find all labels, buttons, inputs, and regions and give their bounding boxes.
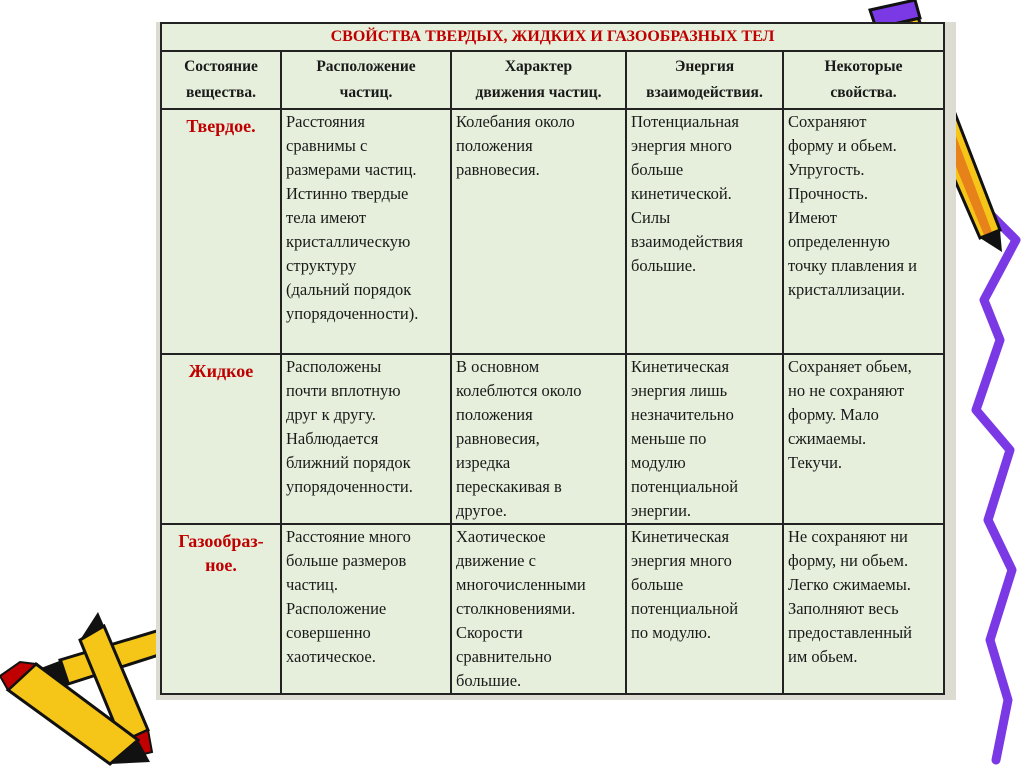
cell-arrangement: Расстояния сравнимы с размерами частиц. Истинно твердые тела имеют кристаллическую структуру (дальний порядок упорядоченности). <box>281 109 451 354</box>
header-state: Состояние вещества. <box>161 51 281 109</box>
table-header-row <box>161 51 944 109</box>
cell-arrangement: Расположены почти вплотную друг к другу. Наблюдается ближний порядок упорядоченности. <box>281 354 451 524</box>
cell-motion: В основном колеблются около положения равновесия, изредка перескакивая в другое. <box>451 354 626 524</box>
cell-energy: Кинетическая энергия много больше потенциальной по модулю. <box>626 524 783 694</box>
header-properties: Некоторые свойства. <box>783 51 944 109</box>
cell-properties: Сохраняют форму и обьем. Упругость. Прочность. Имеют определенную точку плавления и кристаллизации. <box>783 109 944 354</box>
state-gas: Газообраз- ное. <box>161 524 281 694</box>
purple-squiggle <box>976 212 1016 760</box>
table-title-row <box>161 23 944 51</box>
header-motion: Характер движения частиц. <box>451 51 626 109</box>
cell-energy: Кинетическая энергия лишь незначительно меньше по модулю потенциальной энергии. <box>626 354 783 524</box>
table-title: СВОЙСТВА ТВЕРДЫХ, ЖИДКИХ И ГАЗООБРАЗНЫХ ТЕЛ <box>161 23 944 51</box>
table-row <box>161 524 944 694</box>
cell-properties: Не сохраняют ни форму, ни обьем. Легко сжимаемы. Заполняют весь предоставленный им обьем. <box>783 524 944 694</box>
cell-properties: Сохраняет обьем, но не сохраняют форму. Мало сжимаемы. Текучи. <box>783 354 944 524</box>
cell-motion: Хаотическое движение с многочисленными столкновениями. Скорости сравнительно большие. <box>451 524 626 694</box>
header-arrangement: Расположение частиц. <box>281 51 451 109</box>
table-row <box>161 354 944 524</box>
state-liquid: Жидкое <box>161 354 281 524</box>
header-energy: Энергия взаимодействия. <box>626 51 783 109</box>
cell-arrangement: Расстояние много больше размеров частиц. Расположение совершенно хаотическое. <box>281 524 451 694</box>
table-row <box>161 109 944 354</box>
cell-motion: Колебания около положения равновесия. <box>451 109 626 354</box>
cell-energy: Потенциальная энергия много больше кинетической. Силы взаимодействия большие. <box>626 109 783 354</box>
state-solid: Твердое. <box>161 109 281 354</box>
properties-table <box>160 22 945 695</box>
